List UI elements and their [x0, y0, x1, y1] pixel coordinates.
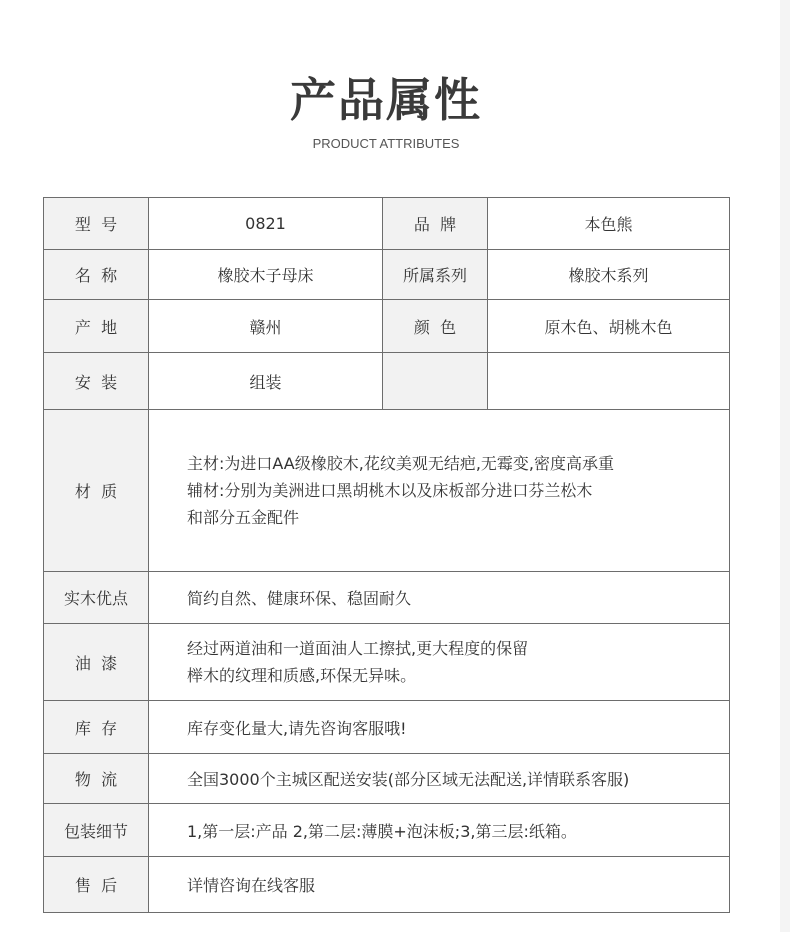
paint-value [149, 624, 730, 701]
name-label: 名 称 [44, 250, 149, 300]
page-title: 产品属性 [290, 73, 482, 127]
packing-label: 包装细节 [44, 804, 149, 857]
material-line: 主材:为进口AA级橡胶木,花纹美观无结疤,无霉变,密度高承重 [187, 454, 614, 473]
material-line: 和部分五金配件 [187, 508, 300, 527]
table-row [44, 754, 730, 804]
model-label: 型 号 [44, 198, 149, 250]
material-value [149, 410, 730, 572]
aftersale-label: 售 后 [44, 857, 149, 913]
logistics-value: 全国3000个主城区配送安装(部分区域无法配送,详情联系客服) [149, 754, 730, 804]
series-value: 橡胶木系列 [488, 250, 730, 300]
brand-value: 本色熊 [488, 198, 730, 250]
advantage-label: 实木优点 [44, 572, 149, 624]
brand-label: 品 牌 [383, 198, 488, 250]
table-row [44, 624, 730, 701]
material-label: 材 质 [44, 410, 149, 572]
material-line: 辅材:分别为美洲进口黑胡桃木以及床板部分进口芬兰松木 [187, 481, 593, 500]
name-value: 橡胶木子母床 [149, 250, 383, 300]
table-row [44, 300, 730, 353]
advantage-value: 简约自然、健康环保、稳固耐久 [149, 572, 730, 624]
model-value: 0821 [149, 198, 383, 250]
series-label: 所属系列 [383, 250, 488, 300]
origin-label: 产 地 [44, 300, 149, 353]
attributes-table [43, 197, 730, 913]
table-row [44, 857, 730, 913]
paint-label: 油 漆 [44, 624, 149, 701]
table-row [44, 410, 730, 572]
install-label: 安 装 [44, 353, 149, 410]
logistics-label: 物 流 [44, 754, 149, 804]
table-row [44, 804, 730, 857]
table-row [44, 701, 730, 754]
table-row [44, 572, 730, 624]
stock-label: 库 存 [44, 701, 149, 754]
empty-label-cell [383, 353, 488, 410]
paint-line: 经过两道油和一道面油人工擦拭,更大程度的保留 [187, 639, 529, 658]
table-row [44, 250, 730, 300]
right-edge-strip [780, 0, 790, 932]
aftersale-value: 详情咨询在线客服 [149, 857, 730, 913]
section-header [0, 70, 772, 151]
origin-value: 赣州 [149, 300, 383, 353]
stock-value: 库存变化量大,请先咨询客服哦! [149, 701, 730, 754]
color-value: 原木色、胡桃木色 [488, 300, 730, 353]
color-label: 颜 色 [383, 300, 488, 353]
empty-value-cell [488, 353, 730, 410]
packing-value: 1,第一层:产品 2,第二层:薄膜+泡沫板;3,第三层:纸箱。 [149, 804, 730, 857]
paint-line: 榉木的纹理和质感,环保无异味。 [187, 666, 417, 685]
page-subtitle: PRODUCT ATTRIBUTES [312, 136, 460, 151]
install-value: 组装 [149, 353, 383, 410]
table-row [44, 198, 730, 250]
table-row [44, 353, 730, 410]
